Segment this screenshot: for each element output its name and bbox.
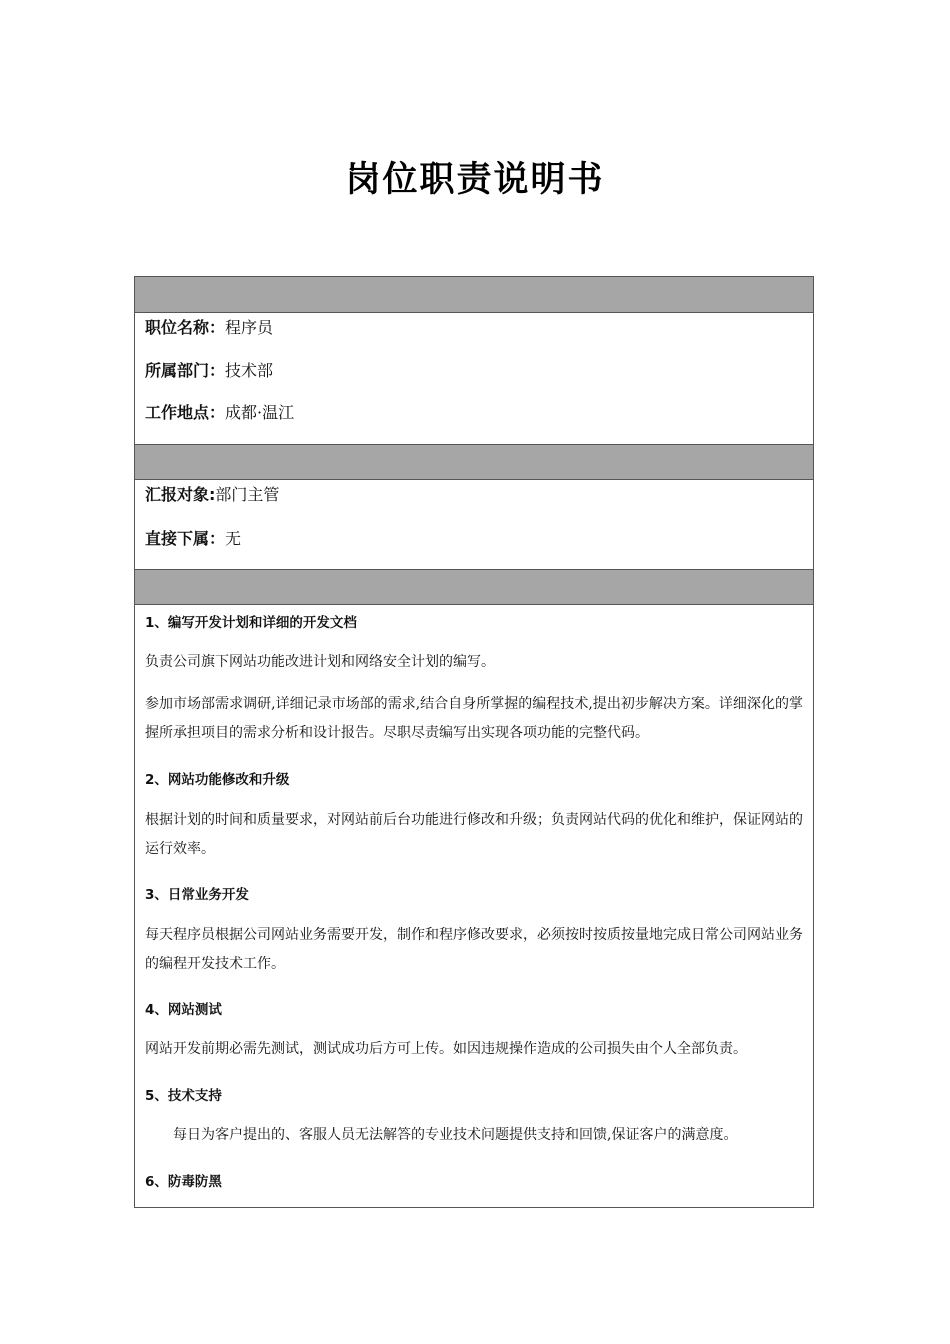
duty-1-paragraph-2: 参加市场部需求调研,详细记录市场部的需求,结合自身所掌握的编程技术,提出初步解决方案。详细深化的掌握所承担项目的需求分析和设计报告。尽职尽责编写出实现各项功能的完整代码。 [145,696,803,741]
document-title: 岗位职责说明书 [345,160,605,200]
duty-2-title: 2、网站功能修改和升级 [145,772,290,788]
section-header-basic [135,277,813,313]
position-name-row [145,317,273,339]
duty-4-paragraph-1: 网站开发前期必需先测试，测试成功后方可上传。如因违规操作造成的公司损失由个人全部负责。 [145,1041,747,1057]
section-header-reporting [135,444,813,480]
department-value: 技术部 [225,361,274,380]
duty-1-title: 1、编写开发计划和详细的开发文档 [145,615,357,631]
duty-6-title: 6、防毒防黑 [145,1174,222,1190]
duty-5-paragraph-1: 每日为客户提出的、客服人员无法解答的专业技术问题提供支持和回馈,保证客户的满意度。 [173,1127,738,1143]
duty-3-title: 3、日常业务开发 [145,887,249,903]
job-description-table [134,276,814,1208]
subordinates-label: 直接下属： [145,529,226,548]
duty-1-paragraph-1: 负责公司旗下网站功能改进计划和网络安全计划的编写。 [145,654,495,670]
duty-5-title: 5、技术支持 [145,1088,222,1104]
subordinates-row [145,528,241,550]
report-to-label: 汇报对象: [145,485,216,504]
position-name-label: 职位名称： [145,318,226,337]
location-row [145,402,294,424]
report-to-value: 部门主管 [215,485,280,504]
location-label: 工作地点： [145,403,226,422]
department-row [145,360,273,382]
position-name-value: 程序员 [225,318,274,337]
department-label: 所属部门： [145,361,226,380]
subordinates-value: 无 [225,529,242,548]
duty-3-paragraph-1: 每天程序员根据公司网站业务需要开发，制作和程序修改要求，必须按时按质按量地完成日常公司网站业务的编程开发技术工作。 [145,927,803,972]
report-to-row [145,484,279,506]
duty-2-paragraph-1: 根据计划的时间和质量要求，对网站前后台功能进行修改和升级；负责网站代码的优化和维护，保证网站的运行效率。 [145,812,803,857]
section-header-duties [135,569,813,605]
duty-4-title: 4、网站测试 [145,1002,222,1018]
location-value: 成都·温江 [225,403,295,422]
